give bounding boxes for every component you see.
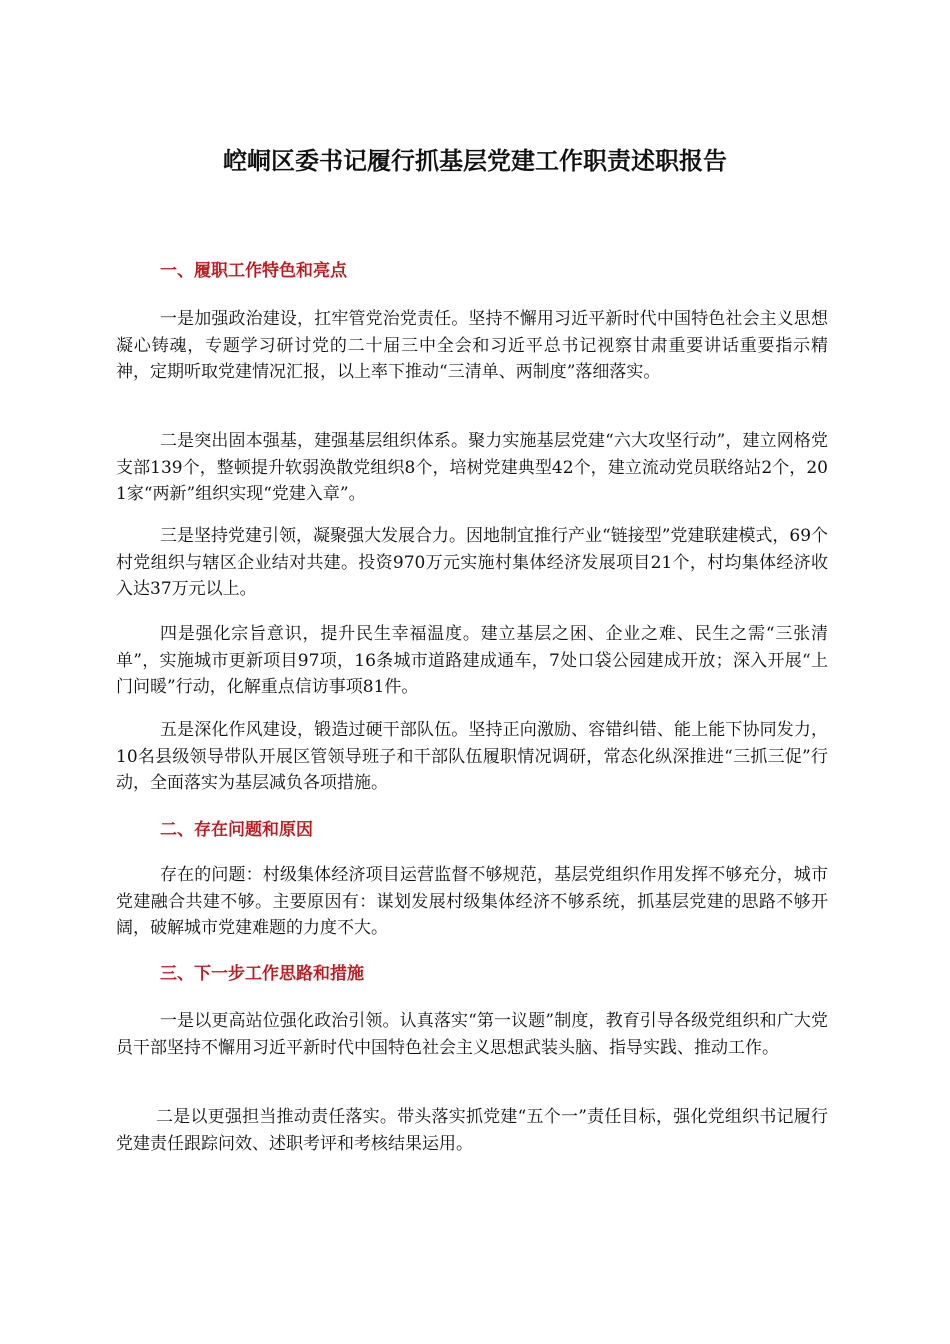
section-1-paragraph-5: 五是深化作风建设，锻造过硬干部队伍。坚持正向激励、容错纠错、能上能下协同发力，10名县级领导带队开展区管领导班子和干部队伍履职情况调研，常态化纵深推进“三抓三促”行动，全面落实为基层减负各项措施。 <box>116 720 828 793</box>
section-2-paragraph-1: 存在的问题：村级集体经济项目运营监督不够规范，基层党组织作用发挥不够充分，城市党建融合共建不够。主要原因有：谋划发展村级集体经济不够系统，抓基层党建的思路不够开阔，破解城市党建难题的力度不大。 <box>116 865 828 938</box>
section-3-paragraph-2: 二是以更强担当推动责任落实。带头落实抓党建“五个一”责任目标，强化党组织书记履行党建责任跟踪问效、述职考评和考核结果运用。 <box>116 1107 828 1154</box>
section-1-paragraph-1: 一是加强政治建设，扛牢管党治党责任。坚持不懈用习近平新时代中国特色社会主义思想凝心铸魂，专题学习研讨党的二十届三中全会和习近平总书记视察甘肃重要讲话重要指示精神，定期听取党建情况汇报，以上率下推动“三清单、两制度”落细落实。 <box>116 309 828 382</box>
section-heading-2: 二、存在问题和原因 <box>160 820 313 840</box>
document-title: 崆峒区委书记履行抓基层党建工作职责述职报告 <box>223 147 727 175</box>
section-1-paragraph-2: 二是突出固本强基，建强基层组织体系。聚力实施基层党建“六大攻坚行动”，建立网格党支部139个，整顿提升软弱涣散党组织8个，培树党建典型42个，建立流动党员联络站2个，201家“两新”组织实现“党建入章”。 <box>116 431 828 504</box>
section-3-paragraph-1: 一是以更高站位强化政治引领。认真落实“第一议题”制度，教育引导各级党组织和广大党员干部坚持不懈用习近平新时代中国特色社会主义思想武装头脑、指导实践、推动工作。 <box>116 1011 828 1058</box>
section-1-paragraph-3: 三是坚持党建引领，凝聚强大发展合力。因地制宜推行产业“链接型”党建联建模式，69个村党组织与辖区企业结对共建。投资970万元实施村集体经济发展项目21个，村均集体经济收入达37万元以上。 <box>116 526 829 599</box>
section-heading-1: 一、履职工作特色和亮点 <box>160 261 347 281</box>
section-1-paragraph-4: 四是强化宗旨意识，提升民生幸福温度。建立基层之困、企业之难、民生之需“三张清单”，实施城市更新项目97项，16条城市道路建成通车，7处口袋公园建成开放；深入开展“上门问暖”行动，化解重点信访事项81件。 <box>116 624 828 697</box>
section-heading-3: 三、下一步工作思路和措施 <box>160 964 364 984</box>
